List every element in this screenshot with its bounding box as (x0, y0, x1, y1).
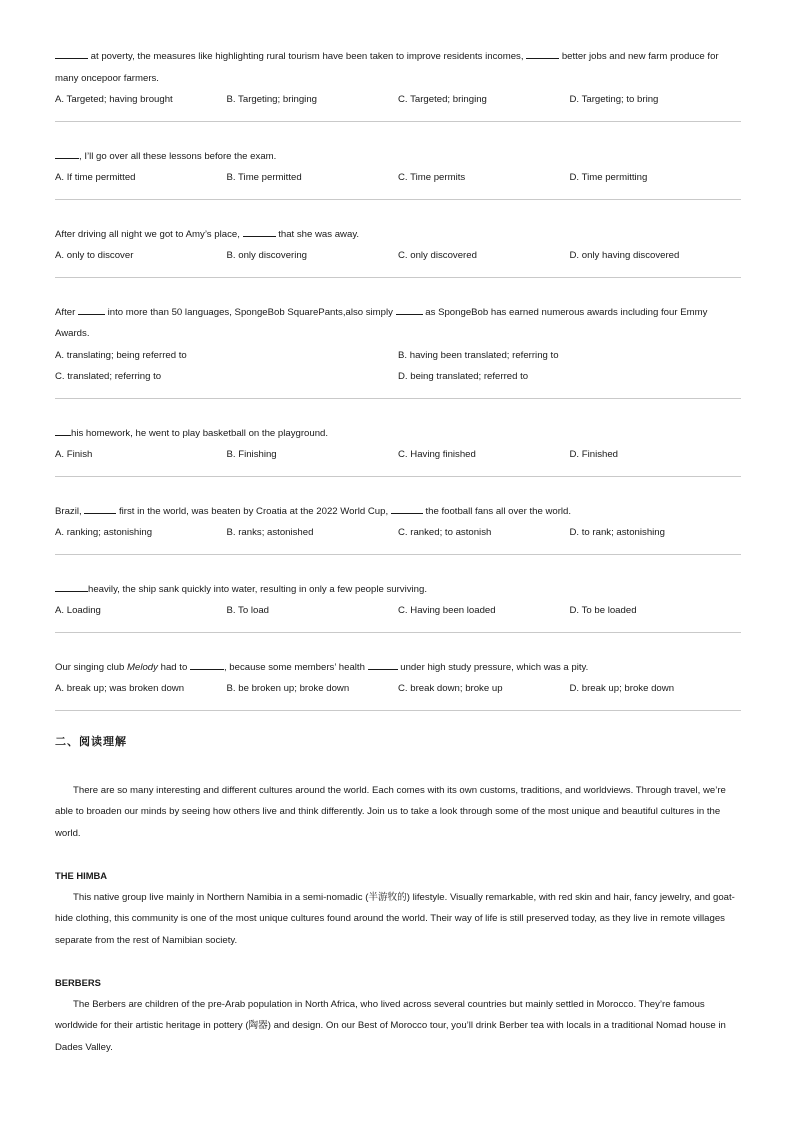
option-d[interactable]: D. only having discovered (569, 250, 680, 261)
himba-heading: THE HIMBA (55, 870, 108, 881)
option-a[interactable]: A. only to discover (55, 250, 134, 261)
option-c[interactable]: C. Having finished (398, 449, 476, 460)
option-d[interactable]: D. Finished (569, 449, 619, 460)
option-c[interactable]: C. Having been loaded (398, 605, 496, 616)
option-b[interactable]: B. ranks; astonished (226, 527, 314, 538)
option-d[interactable]: D. to rank; astonishing (569, 527, 665, 538)
option-b[interactable]: B. having been translated; referring to (398, 349, 559, 361)
answer-blank (526, 49, 559, 59)
option-a[interactable]: A. Finish (55, 449, 93, 460)
option-c[interactable]: C. ranked; to astonish (398, 527, 492, 538)
question-stem: After driving all night we got to Amy’s place, that she was away. (55, 228, 360, 240)
answer-blank (55, 426, 71, 436)
option-b[interactable]: B. To load (226, 605, 269, 616)
section-title: 二、阅读理解 (55, 734, 127, 748)
answer-blank (84, 504, 116, 514)
question-4 (55, 278, 741, 399)
answer-blank (243, 227, 276, 237)
option-d[interactable]: D. being translated; referred to (398, 371, 529, 382)
question-1 (55, 0, 741, 122)
option-c[interactable]: C. break down; broke up (398, 683, 503, 694)
question-8 (55, 633, 741, 711)
question-stem: Brazil, first in the world, was beaten by Croatia at the 2022 World Cup, the football fans all over the world. (55, 505, 572, 517)
answer-blank (55, 149, 79, 159)
option-b[interactable]: B. Finishing (226, 449, 277, 460)
option-b[interactable]: B. Time permitted (226, 172, 302, 183)
option-b[interactable]: B. be broken up; broke down (226, 683, 350, 694)
option-d[interactable]: D. break up; broke down (569, 683, 675, 694)
option-c[interactable]: C. Targeted; bringing (398, 94, 487, 105)
question-6 (55, 477, 741, 555)
option-b[interactable]: B. Targeting; bringing (226, 94, 317, 105)
question-2 (55, 122, 741, 200)
question-3 (55, 200, 741, 278)
option-b[interactable]: B. only discovering (226, 250, 308, 261)
answer-blank (78, 305, 105, 315)
option-a[interactable]: A. translating; being referred to (55, 349, 187, 361)
option-c[interactable]: C. only discovered (398, 250, 477, 261)
document-page (55, 0, 741, 1058)
question-stem: his homework, he went to play basketball on the playground. (55, 423, 741, 445)
question-5 (55, 399, 741, 477)
answer-blank (391, 504, 423, 514)
question-stem: , I’ll go over all these lessons before the exam. (55, 146, 741, 168)
question-stem: at poverty, the measures like highlighting rural tourism have been taken to improve residents incomes, better jobs and new farm produce for many oncepoor farmers. (55, 51, 719, 84)
option-a[interactable]: A. ranking; astonishing (55, 527, 153, 538)
himba-paragraph: This native group live mainly in Northern Namibia in a semi-nomadic (半游牧的) lifestyle. Visually remarkable, with red skin and hair, fancy jewelry, and goat-hide clothing, this community is one of the most unique cultures found around the world. Their way of life is still preserved today, as they live in remote villages separate from the rest of Namibian society. (55, 891, 735, 946)
option-c[interactable]: C. translated; referring to (55, 371, 162, 382)
option-d[interactable]: D. Time permitting (569, 172, 648, 183)
question-7 (55, 555, 741, 633)
option-a[interactable]: A. Targeted; having brought (55, 94, 173, 105)
answer-blank (368, 660, 398, 670)
option-d[interactable]: D. To be loaded (569, 605, 637, 616)
option-a[interactable]: A. break up; was broken down (55, 683, 185, 694)
question-stem: heavily, the ship sank quickly into water, resulting in only a few people surviving. (55, 579, 741, 601)
question-stem: After into more than 50 languages, SpongeBob SquarePants,also simply as SpongeBob has earned numerous awards including four Emmy Awards. (55, 306, 708, 339)
answer-blank (55, 49, 88, 59)
answer-blank (396, 305, 423, 315)
option-a[interactable]: A. If time permitted (55, 172, 136, 183)
answer-blank (55, 582, 88, 592)
berbers-heading: BERBERS (55, 977, 101, 988)
option-a[interactable]: A. Loading (55, 605, 101, 616)
option-c[interactable]: C. Time permits (398, 172, 466, 183)
question-stem: Our singing club Melody had to , because some members’ health under high study pressure, which was a pity. (55, 661, 589, 673)
reading-intro: There are so many interesting and different cultures around the world. Each comes with its own customs, traditions, and worldviews. Through travel, we’re able to broaden our minds by seeing how others live and think differently. Join us to take a look through some of the most unique and beautiful cultures in the world. (55, 784, 726, 839)
answer-blank (190, 660, 224, 670)
option-d[interactable]: D. Targeting; to bring (569, 94, 659, 105)
berbers-paragraph: The Berbers are children of the pre-Arab population in North Africa, who lived across several countries but mainly settled in Morocco. They’re famous worldwide for their artistic heritage in pottery (陶器) and design. On our Best of Morocco tour, you’ll drink Berber tea with locals in a traditional Nomad house in Dades Valley. (55, 998, 726, 1053)
